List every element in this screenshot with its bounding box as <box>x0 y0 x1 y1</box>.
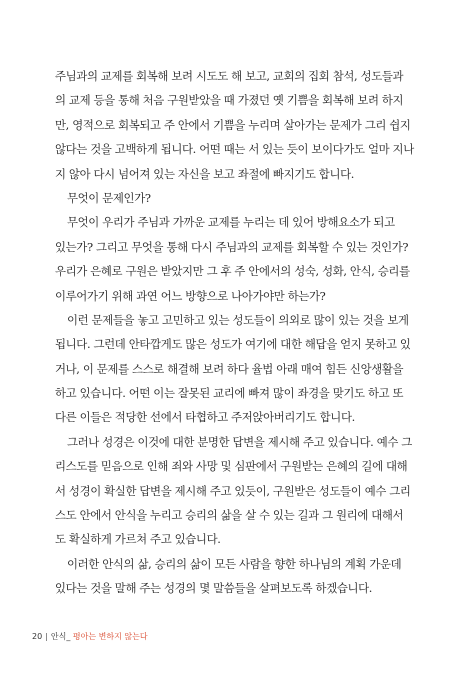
page-number: 20 <box>32 632 43 641</box>
text-line: 않다는 것을 고백하게 됩니다. 어떤 때는 서 있는 듯이 보이다가도 얼마 지나 <box>55 142 414 157</box>
text-line: 있는가? 그리고 무엇을 통해 다시 주님과의 교제를 회복할 수 있는 것인가? <box>55 239 409 254</box>
text-line: 됩니다. 그런데 안타깝게도 많은 성도가 여기에 대한 해답을 얻지 못하고 있 <box>55 337 411 352</box>
text-line: 우리가 은혜로 구원은 받았지만 그 후 주 안에서의 성숙, 성화, 안식, 승리를 <box>55 264 410 279</box>
text-line: 주님과의 교제를 회복해 보려 시도도 해 보고, 교회의 집회 참석, 성도들과 <box>55 69 404 83</box>
text-line: 하고 있습니다. 어떤 이는 잘못된 교리에 빠져 많이 좌경을 맞기도 하고 또 <box>55 386 404 401</box>
text-line: 그러나 성경은 이것에 대한 분명한 답변을 제시해 주고 있습니다. 예수 그 <box>67 434 412 449</box>
text-line: 만, 영적으로 회복되고 주 안에서 기쁨을 누리며 살아가는 문제가 그리 쉽지 <box>55 117 411 132</box>
text-line: 다른 이들은 적당한 선에서 타협하고 주저앉아버리기도 합니다. <box>55 410 355 425</box>
text-line: 무엇이 문제인가? <box>67 190 151 205</box>
body-text <box>55 64 425 601</box>
footer-separator: | <box>45 632 48 641</box>
text-line: 무엇이 우리가 주님과 가까운 교제를 누리는 데 있어 방해요소가 되고 <box>67 215 395 230</box>
text-line: 거나, 이 문제를 스스로 해결해 보려 하다 율법 아래 매여 힘든 신앙생활을 <box>55 361 404 376</box>
text-line: 이루어가기 위해 과연 어느 방향으로 나아가야만 하는가? <box>55 288 326 303</box>
text-line: 서 성경이 확실한 답변을 제시해 주고 있듯이, 구원받은 성도들이 예수 그리 <box>55 483 411 498</box>
text-line: 이러한 안식의 삶, 승리의 삶이 모든 사람을 향한 하나님의 계획 가운데 <box>67 556 402 571</box>
text-line: 의 교제 등을 통해 처음 구원받았을 때 가졌던 옛 기쁨을 회복해 보려 하지 <box>55 93 404 108</box>
book-subtitle: 평아는 변하지 않는다 <box>72 632 148 641</box>
page-footer <box>32 631 148 642</box>
book-title: 안식_ <box>50 632 71 641</box>
text-line: 리스도를 믿음으로 인해 죄와 사망 및 심판에서 구원받는 은혜의 길에 대해 <box>55 459 408 474</box>
text-line: 도 확실하게 가르쳐 주고 있습니다. <box>55 532 221 547</box>
text-line: 있다는 것을 말해 주는 성경의 몇 말씀들을 살펴보도록 하겠습니다. <box>55 581 373 596</box>
text-line: 이런 문제들을 놓고 고민하고 있는 성도들이 의외로 많이 있는 것을 보게 <box>67 312 409 327</box>
text-line: 스도 안에서 안식을 누리고 승리의 삶을 살 수 있는 길과 그 원리에 대해서 <box>55 508 404 523</box>
text-line: 지 않아 다시 넘어져 있는 자신을 보고 좌절에 빠지기도 합니다. <box>55 166 355 181</box>
